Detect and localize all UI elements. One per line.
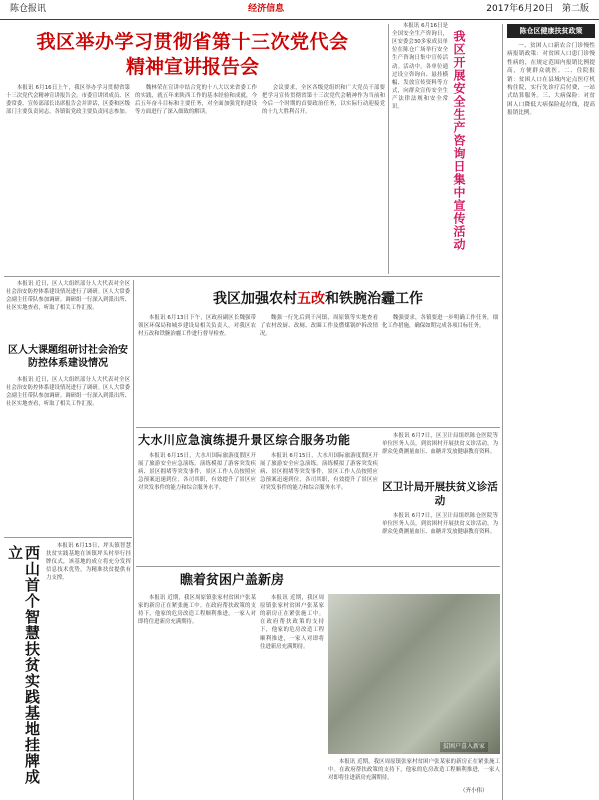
house-byline: （齐小伟） [460,788,488,794]
lecture-intro: 本报讯 近日，区人大组织部分人大代表对全区社会治安防控体系建设情况进行了调研。区人大常委会副主任带队参加调研。调研组一行深入到派出所、社区实地查看，听取了相关工作汇报。 [6,281,130,312]
farming-column-3: 魏强要求，各镇要进一步明确工作任务，细化工作措施，确保如期完成各项目标任务。 [382,315,498,330]
house-body-1: 本报讯 近期，我区周原镇张家村贫困户张某家的新房正在紧张施工中。在政府帮扶政策的支持下，他家的危房改造工程顺利推进，一家人对即将住进新房充满期待。 [138,595,256,626]
clinic-intro: 本报讯 6月7日，区卫计局组织陈仓医院等单位医务人员，到贫困村开展扶贫义诊活动，为群众免费测量血压、血糖并发放健康教育资料。 [382,433,498,456]
safety-story-body: 本报讯 6月16日是全国安全生产咨询日，区安委会30多家成员单位在陈仓广场举行安全生产咨询日集中宣传活动。活动中，各单位通过设立咨询台、悬挂横幅、发放宣传资料等方式，向群众宣传安全生产法律法规和安全常识。 [392,23,448,111]
smart-poverty-body: 本报讯 6月13日，坪头镇智慧扶贫实践基地在该镇坪头村举行挂牌仪式，该基地的成立将充分发挥信息技术优势，为精准扶贫提供有力支撑。 [46,543,131,582]
farming-column-2: 魏强一行先后到千河镇、周原镇等实地查看了农村改厨、改厕、改圈工作及燃煤锅炉拆改情况。 [260,315,378,338]
header-left: 陈仓报讯 [10,4,47,15]
lead-column-1: 本报讯 6月16日上午，我区举办学习贯彻省第十三次党代会精神宣讲报告会。市委宣讲团成员、区委常委、宣传部部长出席报告会并讲话，区委和区级部门主要负责同志，各镇街党政主要负责同志参加。 [6,85,130,116]
farming-headline-part1: 我区加强农村 [213,291,297,307]
drill-headline: 大水川应急演练提升景区综合服务功能 [138,433,351,447]
sidebar-title: 陈仓区健康扶贫政策 [507,24,595,38]
house-body-2: 本报讯 近期，我区周原镇张家村贫困户张某家的新房正在紧张施工中。在政府帮扶政策的支持下，他家的危房改造工程顺利推进，一家人对即将住进新房充满期待。 [260,595,324,650]
lead-headline [0,30,385,80]
farming-headline [140,290,496,308]
clinic-body: 本报讯 6月7日，区卫计局组织陈仓医院等单位医务人员，到贫困村开展扶贫义诊活动，为群众免费测量血压、血糖并发放健康教育资料。 [382,513,498,536]
header-page: 第二版 [561,4,589,15]
drill-body-1: 本报讯 6月15日，大水川国际旅游度假区开展了旅游安全应急演练。演练模拟了游客突发疾病、景区拥堵等突发事件，景区工作人员按照应急预案迅速到位，各司其职，有效提升了景区应对突发事件的能力和综合服务水平。 [138,453,256,492]
farming-headline-highlight: 五改 [297,291,325,307]
house-headline: 瞧着贫困户盖新房 [180,573,285,588]
header-meta [486,3,589,15]
lecture-headline: 区人大课题组研讨社会治安防控体系建设情况 [8,345,128,369]
safety-story-headline: 我区开展安全生产咨询日集中宣传活动 [452,30,466,251]
house-photo [328,594,500,754]
lecture-body: 本报讯 近日，区人大组织部分人大代表对全区社会治安防控体系建设情况进行了调研。区人大常委会副主任带队参加调研。调研组一行深入到派出所、社区实地查看，听取了相关工作汇报。 [6,377,130,408]
header-section: 经济信息 [248,4,285,15]
house-body-3: 本报讯 近期，我区周原镇张家村贫困户张某家的新房正在紧张施工中。在政府帮扶政策的支持下，他家的危房改造工程顺利推进，一家人对即将住进新房充满期待。 [328,759,500,782]
drill-body-2: 本报讯 6月15日，大水川国际旅游度假区开展了旅游安全应急演练。演练模拟了游客突发疾病、景区拥堵等突发事件，景区工作人员按照应急预案迅速到位，各司其职，有效提升了景区应对突发事件的能力和综合服务水平。 [260,453,378,492]
lead-column-3: 会议要求，全区各级党组织和广大党员干部要把学习宣传贯彻省第十三次党代会精神作为当前和今后一个时期的首要政治任务，以实际行动迎接党的十九大胜利召开。 [262,85,385,116]
lead-headline-line1: 我区举办学习贯彻省第十三次党代会 [36,31,349,53]
farming-headline-part2: 和铁腕治霾工作 [325,291,423,307]
sidebar-body: 一、贫困人口新农合门诊慢性病报销政策：对贫困人口患门诊慢性病的，在规定范围内报销比例提高，方便群众就医。二、住院报销：贫困人口在县域内定点医疗机构住院，实行先诊疗后付费，一站式结算服务。三、大病保险：对贫困人口降低大病保险起付线，提高报销比例。 [507,43,595,117]
smart-poverty-headline: 西山首个智慧扶贫实践基地挂牌成立 [6,545,41,785]
lead-column-2: 魏林荣在宣讲中结合党的十八大以来省委工作的实践，就五年来陕西工作的基本经验和成就，今后五年奋斗目标和主要任务，对全面加强党的建设等方面进行了深入细致的解读。 [135,85,257,116]
page-header [0,0,599,20]
header-date: 2017年6月20日 [486,4,554,15]
house-photo-caption: 贫困户喜入新家 [440,742,488,752]
clinic-headline: 区卫计局开展扶贫义诊活动 [382,481,498,507]
farming-column-1: 本报讯 6月13日下午，区政府副区长魏强带领区环保局和城乡建设局相关负责人，对我区农村五改和铁腕治霾工作进行督导检查。 [138,315,256,338]
lead-headline-line2: 精神宣讲报告会 [125,56,259,78]
